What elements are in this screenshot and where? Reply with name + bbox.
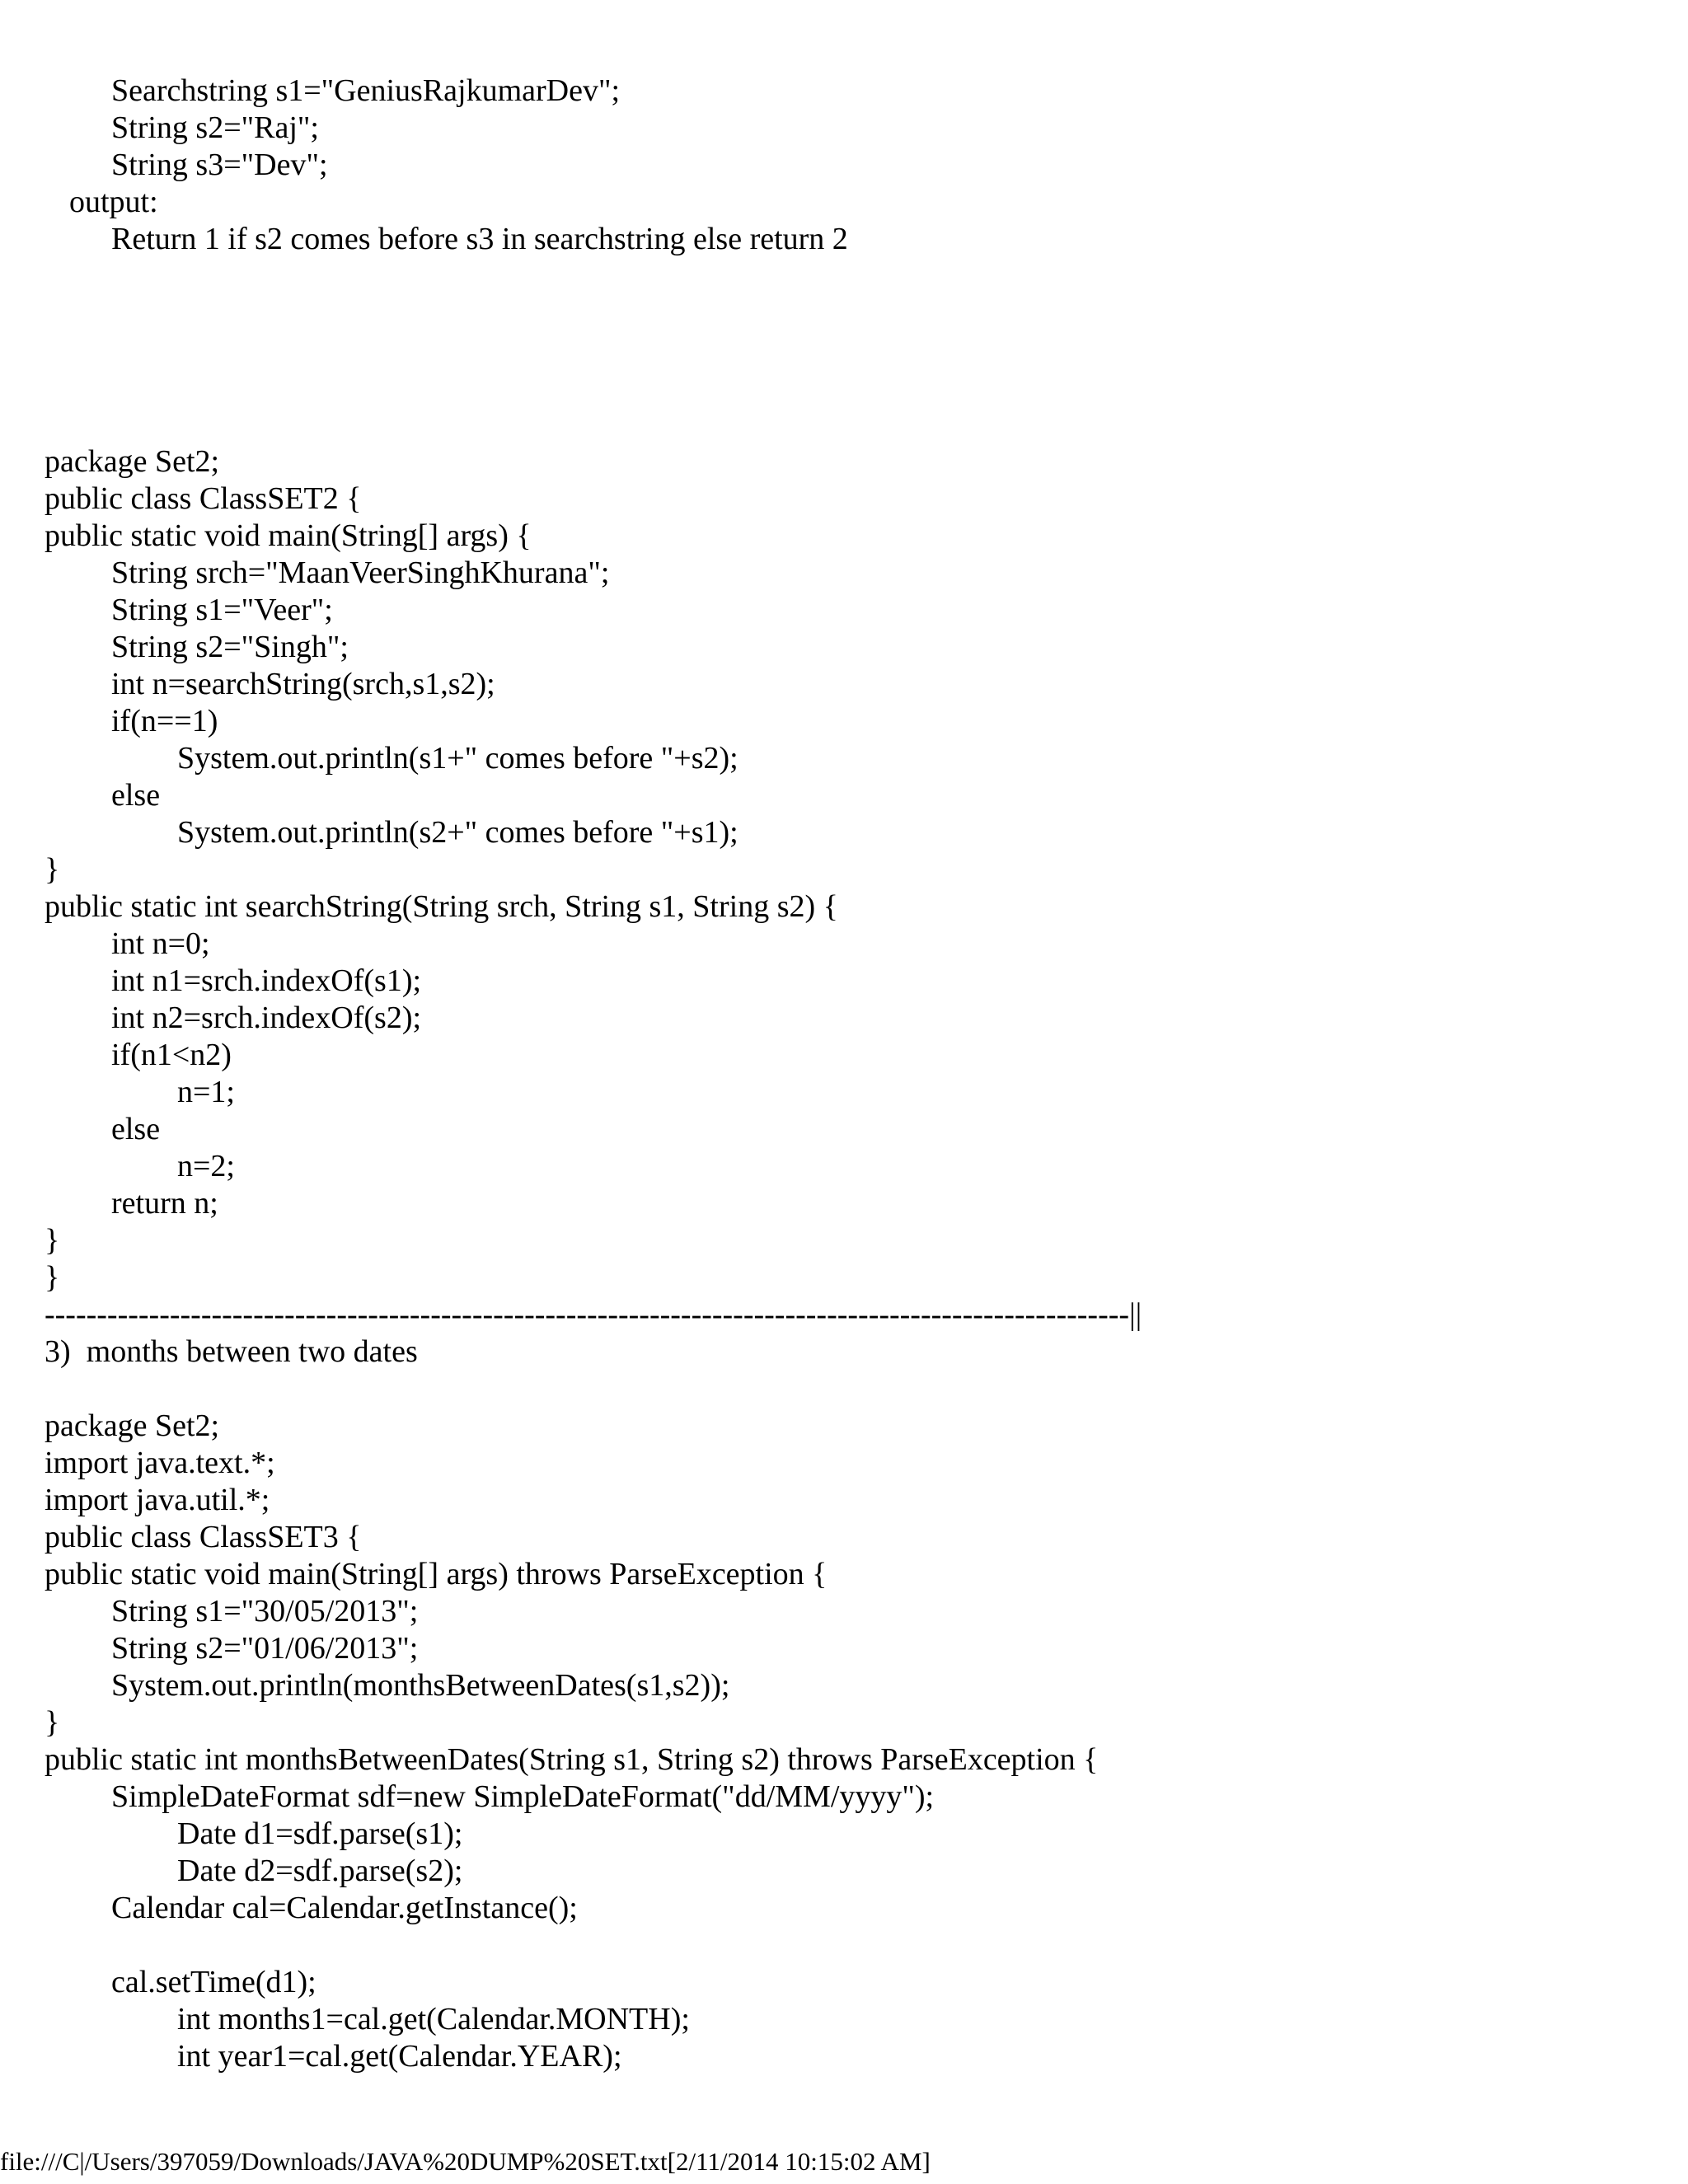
- set3-code-block: [0, 1408, 1688, 2075]
- problem-statement-line: String s3="Dev";: [111, 148, 328, 182]
- set3-code-line: public class ClassSET3 {: [45, 1520, 362, 1554]
- set2-code-line: n=2;: [177, 1149, 235, 1183]
- set3-code-line: Calendar cal=Calendar.getInstance();: [111, 1891, 578, 1925]
- problem-statement-block: [0, 73, 1688, 258]
- section-heading: 3) months between two dates: [45, 1334, 418, 1369]
- set2-code-line: package Set2;: [45, 444, 220, 479]
- set2-code-line: }: [45, 1223, 60, 1258]
- set2-code-line: String srch="MaanVeerSinghKhurana";: [111, 555, 610, 590]
- problem-statement-line: String s2="Raj";: [111, 110, 319, 145]
- set2-code-line: System.out.println(s1+" comes before "+s2);: [177, 741, 738, 776]
- set2-code-line: if(n==1): [111, 704, 218, 738]
- set3-code-line: [0, 1927, 1688, 1964]
- set3-code-line: Date d1=sdf.parse(s1);: [177, 1816, 463, 1851]
- set2-code-line: else: [111, 778, 161, 813]
- set2-code-line: }: [45, 1260, 60, 1295]
- set2-code-line: int n=searchString(srch,s1,s2);: [111, 667, 495, 701]
- set3-code-line: int months1=cal.get(Calendar.MONTH);: [177, 2002, 690, 2036]
- set2-code-line: public static void main(String[] args) {: [45, 518, 532, 553]
- page-footer-url: file:///C|/Users/397059/Downloads/JAVA%20DUMP%20SET.txt[2/11/2014 10:15:02 AM]: [0, 2147, 931, 2176]
- set3-code-line: public static void main(String[] args) throws ParseException {: [45, 1557, 828, 1591]
- set2-code-line: String s1="Veer";: [111, 593, 333, 627]
- separator-line: --------------------------------------------------------------------------------------------------------||: [45, 1297, 1142, 1332]
- set2-code-line: public class ClassSET2 {: [45, 481, 362, 516]
- set3-code-line: import java.util.*;: [45, 1483, 270, 1517]
- set3-code-line: System.out.println(monthsBetweenDates(s1,s2));: [111, 1668, 730, 1703]
- set3-code-line: String s2="01/06/2013";: [111, 1631, 419, 1666]
- problem-statement-line: output:: [69, 185, 158, 219]
- set2-code-block: [0, 443, 1688, 1296]
- set2-code-line: String s2="Singh";: [111, 630, 349, 664]
- separator-block: [0, 1296, 1688, 1371]
- set3-code-line: String s1="30/05/2013";: [111, 1594, 419, 1629]
- set3-code-line: int year1=cal.get(Calendar.YEAR);: [177, 2039, 622, 2074]
- set2-code-line: int n2=srch.indexOf(s2);: [111, 1001, 422, 1035]
- set3-code-line: package Set2;: [45, 1408, 220, 1443]
- set3-code-line: SimpleDateFormat sdf=new SimpleDateFormat("dd/MM/yyyy");: [111, 1779, 935, 1814]
- set2-code-line: public static int searchString(String srch, String s1, String s2) {: [45, 889, 838, 924]
- set3-code-line: import java.text.*;: [45, 1446, 275, 1480]
- set3-code-line: }: [45, 1705, 60, 1740]
- set2-code-line: System.out.println(s2+" comes before "+s1);: [177, 815, 738, 850]
- set3-code-line: Date d2=sdf.parse(s2);: [177, 1854, 463, 1888]
- problem-statement-line: Searchstring s1="GeniusRajkumarDev";: [111, 73, 621, 108]
- set2-code-line: return n;: [111, 1186, 218, 1221]
- set2-code-line: n=1;: [177, 1075, 235, 1109]
- set3-code-line: cal.setTime(d1);: [111, 1965, 316, 1999]
- problem-statement-line: Return 1 if s2 comes before s3 in searchstring else return 2: [111, 222, 848, 256]
- set2-code-line: int n1=srch.indexOf(s1);: [111, 963, 422, 998]
- set2-code-line: }: [45, 852, 60, 887]
- set2-code-line: else: [111, 1112, 161, 1146]
- set2-code-line: if(n1<n2): [111, 1038, 232, 1072]
- set2-code-line: int n=0;: [111, 926, 210, 961]
- set3-code-line: public static int monthsBetweenDates(String s1, String s2) throws ParseException {: [45, 1742, 1099, 1777]
